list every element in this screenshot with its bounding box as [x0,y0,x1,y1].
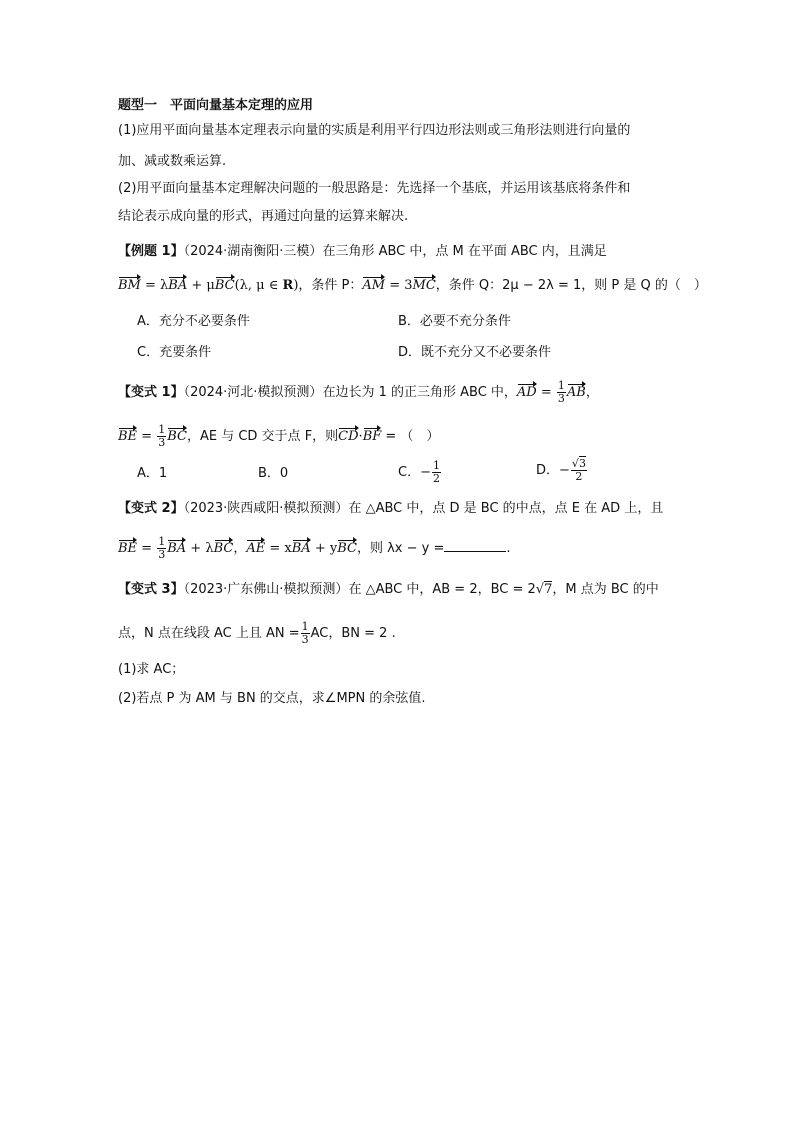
variant-text: AC，BN = 2 . [310,626,396,641]
option-b: B．必要不充分条件 [398,314,511,329]
vector-bc: BC [213,541,234,556]
example-tail: ，则 P 是 Q 的（ ） [581,278,707,293]
condition-q: ，条件 Q：2μ − 2λ = 1 [435,278,582,293]
note-2a: (2)用平面向量基本定理解决问题的一般思路是：先选择一个基底，并运用该基底将条件和 [118,181,631,196]
note-1a: (1)应用平面向量基本定理表示向量的实质是利用平行四边形法则或三角形法则进行向量的 [118,123,631,138]
vector-ba: BA [167,541,187,556]
option-label: D． [536,463,560,478]
vector-bm: BM [118,278,141,293]
fraction-one-third: $\frac{1}{3}$ [158,423,166,449]
variant-2-stem [118,500,663,518]
option-label: C． [398,465,421,480]
v1-option-a: A．1 [137,466,168,481]
vector-ad: AD [516,385,537,400]
fraction-neg-root3-over-2: $\frac{√3}{2}$ [571,457,586,483]
option-d: D．既不充分又不必要条件 [398,345,552,360]
vector-ba: BA [291,541,311,556]
note-1b: 加、减或数乘运算. [118,154,227,169]
vector-mc: MC [412,278,436,293]
vector-ab: AB [566,385,586,400]
option-c: C．充要条件 [137,345,212,360]
variant-source: （2023·陕西咸阳·模拟预测） [183,501,349,516]
vector-ae: AE [246,541,266,556]
variant-3-line2 [118,621,396,646]
option-a: A．充分不必要条件 [137,314,250,329]
vector-bf: BF [362,429,382,444]
section-title: 题型一 平面向量基本定理的应用 [118,98,314,113]
variant-text: 在边长为 1 的正三角形 ABC 中， [322,385,517,400]
variant-3-q1: (1)求 AC； [118,662,185,677]
variant-tag: 【变式 3】 [118,582,184,597]
variant-tag: 【变式 1】 [118,385,184,400]
v1-option-c: C．− $\frac{1}{2}$ [398,459,440,485]
vector-cd: CD [338,429,359,444]
vector-be: BE [118,541,138,556]
vector-bc: BC [167,429,187,444]
example-1-formula: BM = λBA + μBC(λ, μ ∈ R)，条件 P：AM = 3MC，条件 Q：2μ − 2λ = 1，则 P 是 Q 的（ ） [118,278,707,293]
v1-option-b: B．0 [258,466,289,481]
variant-text: 点，N 点在线段 AC 上且 AN = [118,626,300,641]
condition-p-label: ，条件 P： [298,278,363,293]
vector-ba: BA [168,278,188,293]
variant-text: 在 △ABC 中，点 D 是 BC 的中点，点 E 在 AD 上，且 [348,501,664,516]
variant-3-stem [118,581,659,599]
variant-text: 在 △ABC 中，AB = 2，BC = 2 [348,582,536,597]
sqrt-seven: √7 [535,582,553,597]
variant-source: （2023·广东佛山·模拟预测） [183,582,349,597]
variant-text: ，AE 与 CD 交于点 F，则 [186,429,339,444]
variant-2-formula: BE = $\frac{1}{3}$ BA + λBC，AE = xBA + yBC，则 λx − y = . [118,535,511,561]
variant-1-formula: BE = $\frac{1}{3}$ BC，AE 与 CD 交于点 F，则CD·BF = （ ） [118,423,440,449]
note-2b: 结论表示成向量的形式，再通过向量的运算来解决. [118,209,409,224]
variant-text: ，M 点为 BC 的中 [552,582,659,597]
variant-tag: 【变式 2】 [118,501,184,516]
variant-source: （2024·河北·模拟预测） [183,385,323,400]
fraction-one-third: $\frac{1}{3}$ [158,535,166,561]
example-1-stem [118,243,607,261]
fraction-one-third: $\frac{1}{3}$ [301,620,309,646]
example-text: 在三角形 ABC 中，点 M 在平面 ABC 内，且满足 [322,244,607,259]
vector-am: AM [362,278,386,293]
example-tag: 【例题 1】 [118,244,184,259]
variant-text: ，则 λx − y = [356,541,445,556]
variant-3-q2: (2)若点 P 为 AM 与 BN 的交点，求∠MPN 的余弦值. [118,691,426,706]
vector-bc: BC [337,541,357,556]
fraction-one-third: $\frac{1}{3}$ [557,379,565,405]
variant-tail: = （ ） [381,429,440,444]
example-source: （2024·湖南衡阳·三模） [183,244,323,259]
vector-bc: BC [214,278,235,293]
answer-blank[interactable] [444,539,506,552]
vector-be: BE [118,429,138,444]
fraction-neg-half: $\frac{1}{2}$ [432,459,440,485]
variant-1-stem: 【变式 1】（2024·河北·模拟预测）在边长为 1 的正三角形 ABC 中，AD = $\frac{1}{3}$ AB， [118,379,599,405]
v1-option-d: D．− $\frac{√3}{2}$ [536,457,586,483]
